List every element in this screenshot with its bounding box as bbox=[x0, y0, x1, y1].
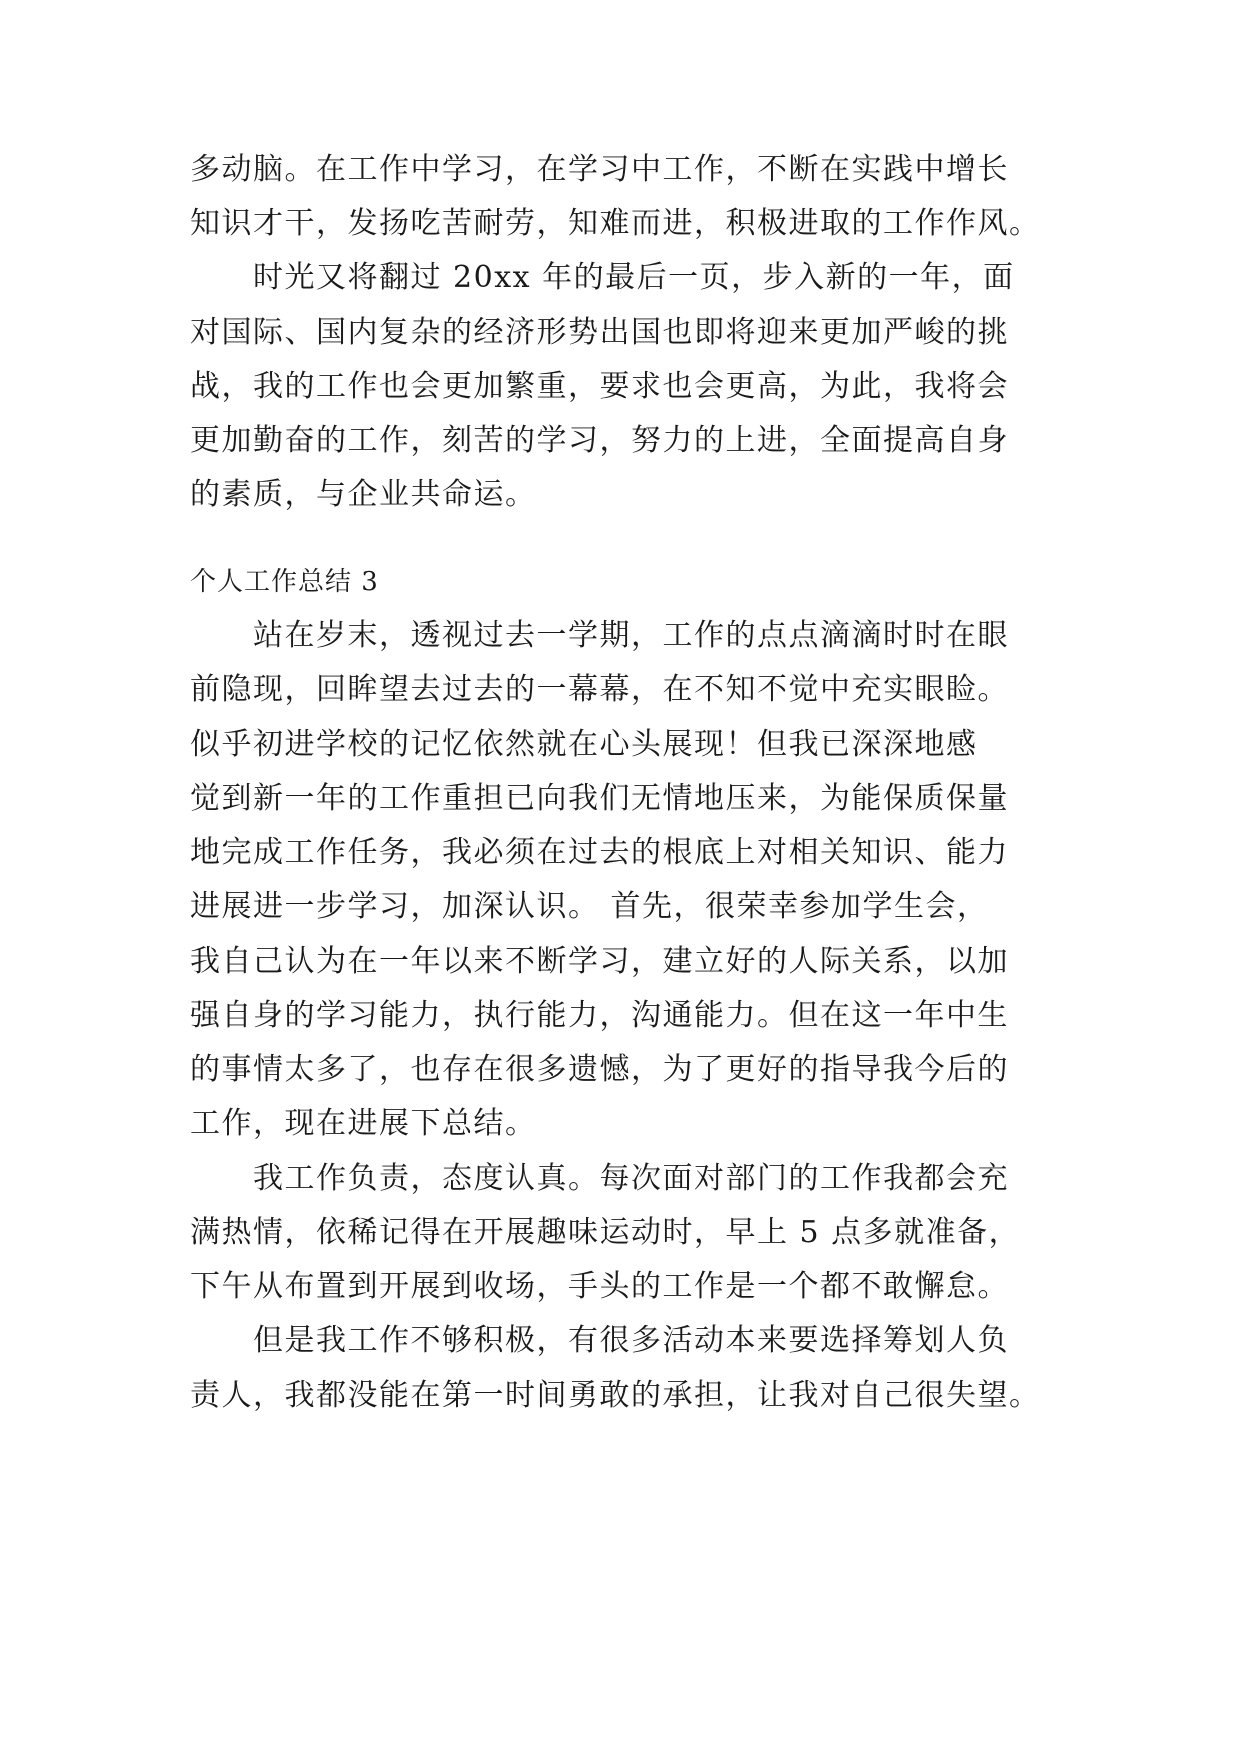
body-line: 更加勤奋的工作，刻苦的学习，努力的上进，全面提高自身 bbox=[190, 423, 1009, 458]
body-line: 工作，现在进展下总结。 bbox=[190, 1106, 537, 1141]
body-line: 我工作负责，态度认真。每次面对部门的工作我都会充 bbox=[190, 1161, 1009, 1196]
body-line: 责人，我都没能在第一时间勇敢的承担，让我对自己很失望。 bbox=[190, 1378, 1041, 1413]
body-line: 似乎初进学校的记忆依然就在心头展现！但我已深深地感 bbox=[190, 727, 978, 762]
body-line: 地完成工作任务，我必须在过去的根底上对相关知识、能力 bbox=[190, 835, 1009, 870]
body-line: 的素质，与企业共命运。 bbox=[190, 477, 537, 512]
section-heading: 个人工作总结 3 bbox=[190, 567, 379, 597]
body-line: 下午从布置到开展到收场，手头的工作是一个都不敢懈怠。 bbox=[190, 1269, 1009, 1304]
body-line: 战，我的工作也会更加繁重，要求也会更高，为此，我将会 bbox=[190, 369, 1009, 404]
body-line: 我自己认为在一年以来不断学习，建立好的人际关系，以加 bbox=[190, 944, 1009, 979]
body-line: 时光又将翻过 20xx 年的最后一页，步入新的一年，面 bbox=[190, 260, 1015, 295]
body-line: 站在岁末，透视过去一学期，工作的点点滴滴时时在眼 bbox=[190, 618, 1009, 653]
body-line: 多动脑。在工作中学习，在学习中工作，不断在实践中增长 bbox=[190, 152, 1009, 187]
body-line: 前隐现，回眸望去过去的一幕幕，在不知不觉中充实眼睑。 bbox=[190, 672, 1009, 707]
body-line: 知识才干，发扬吃苦耐劳，知难而进，积极进取的工作作风。 bbox=[190, 206, 1041, 241]
body-line: 满热情，依稀记得在开展趣味运动时，早上 5 点多就准备， bbox=[190, 1215, 1021, 1250]
body-line: 但是我工作不够积极，有很多活动本来要选择筹划人负 bbox=[190, 1323, 1009, 1358]
body-line: 进展进一步学习，加深认识。 首先，很荣幸参加学生会， bbox=[190, 889, 989, 924]
body-line: 对国际、国内复杂的经济形势出国也即将迎来更加严峻的挑 bbox=[190, 315, 1009, 350]
body-line: 强自身的学习能力，执行能力，沟通能力。但在这一年中生 bbox=[190, 998, 1009, 1033]
body-line: 的事情太多了，也存在很多遗憾，为了更好的指导我今后的 bbox=[190, 1052, 1009, 1087]
body-line: 觉到新一年的工作重担已向我们无情地压来，为能保质保量 bbox=[190, 781, 1009, 816]
